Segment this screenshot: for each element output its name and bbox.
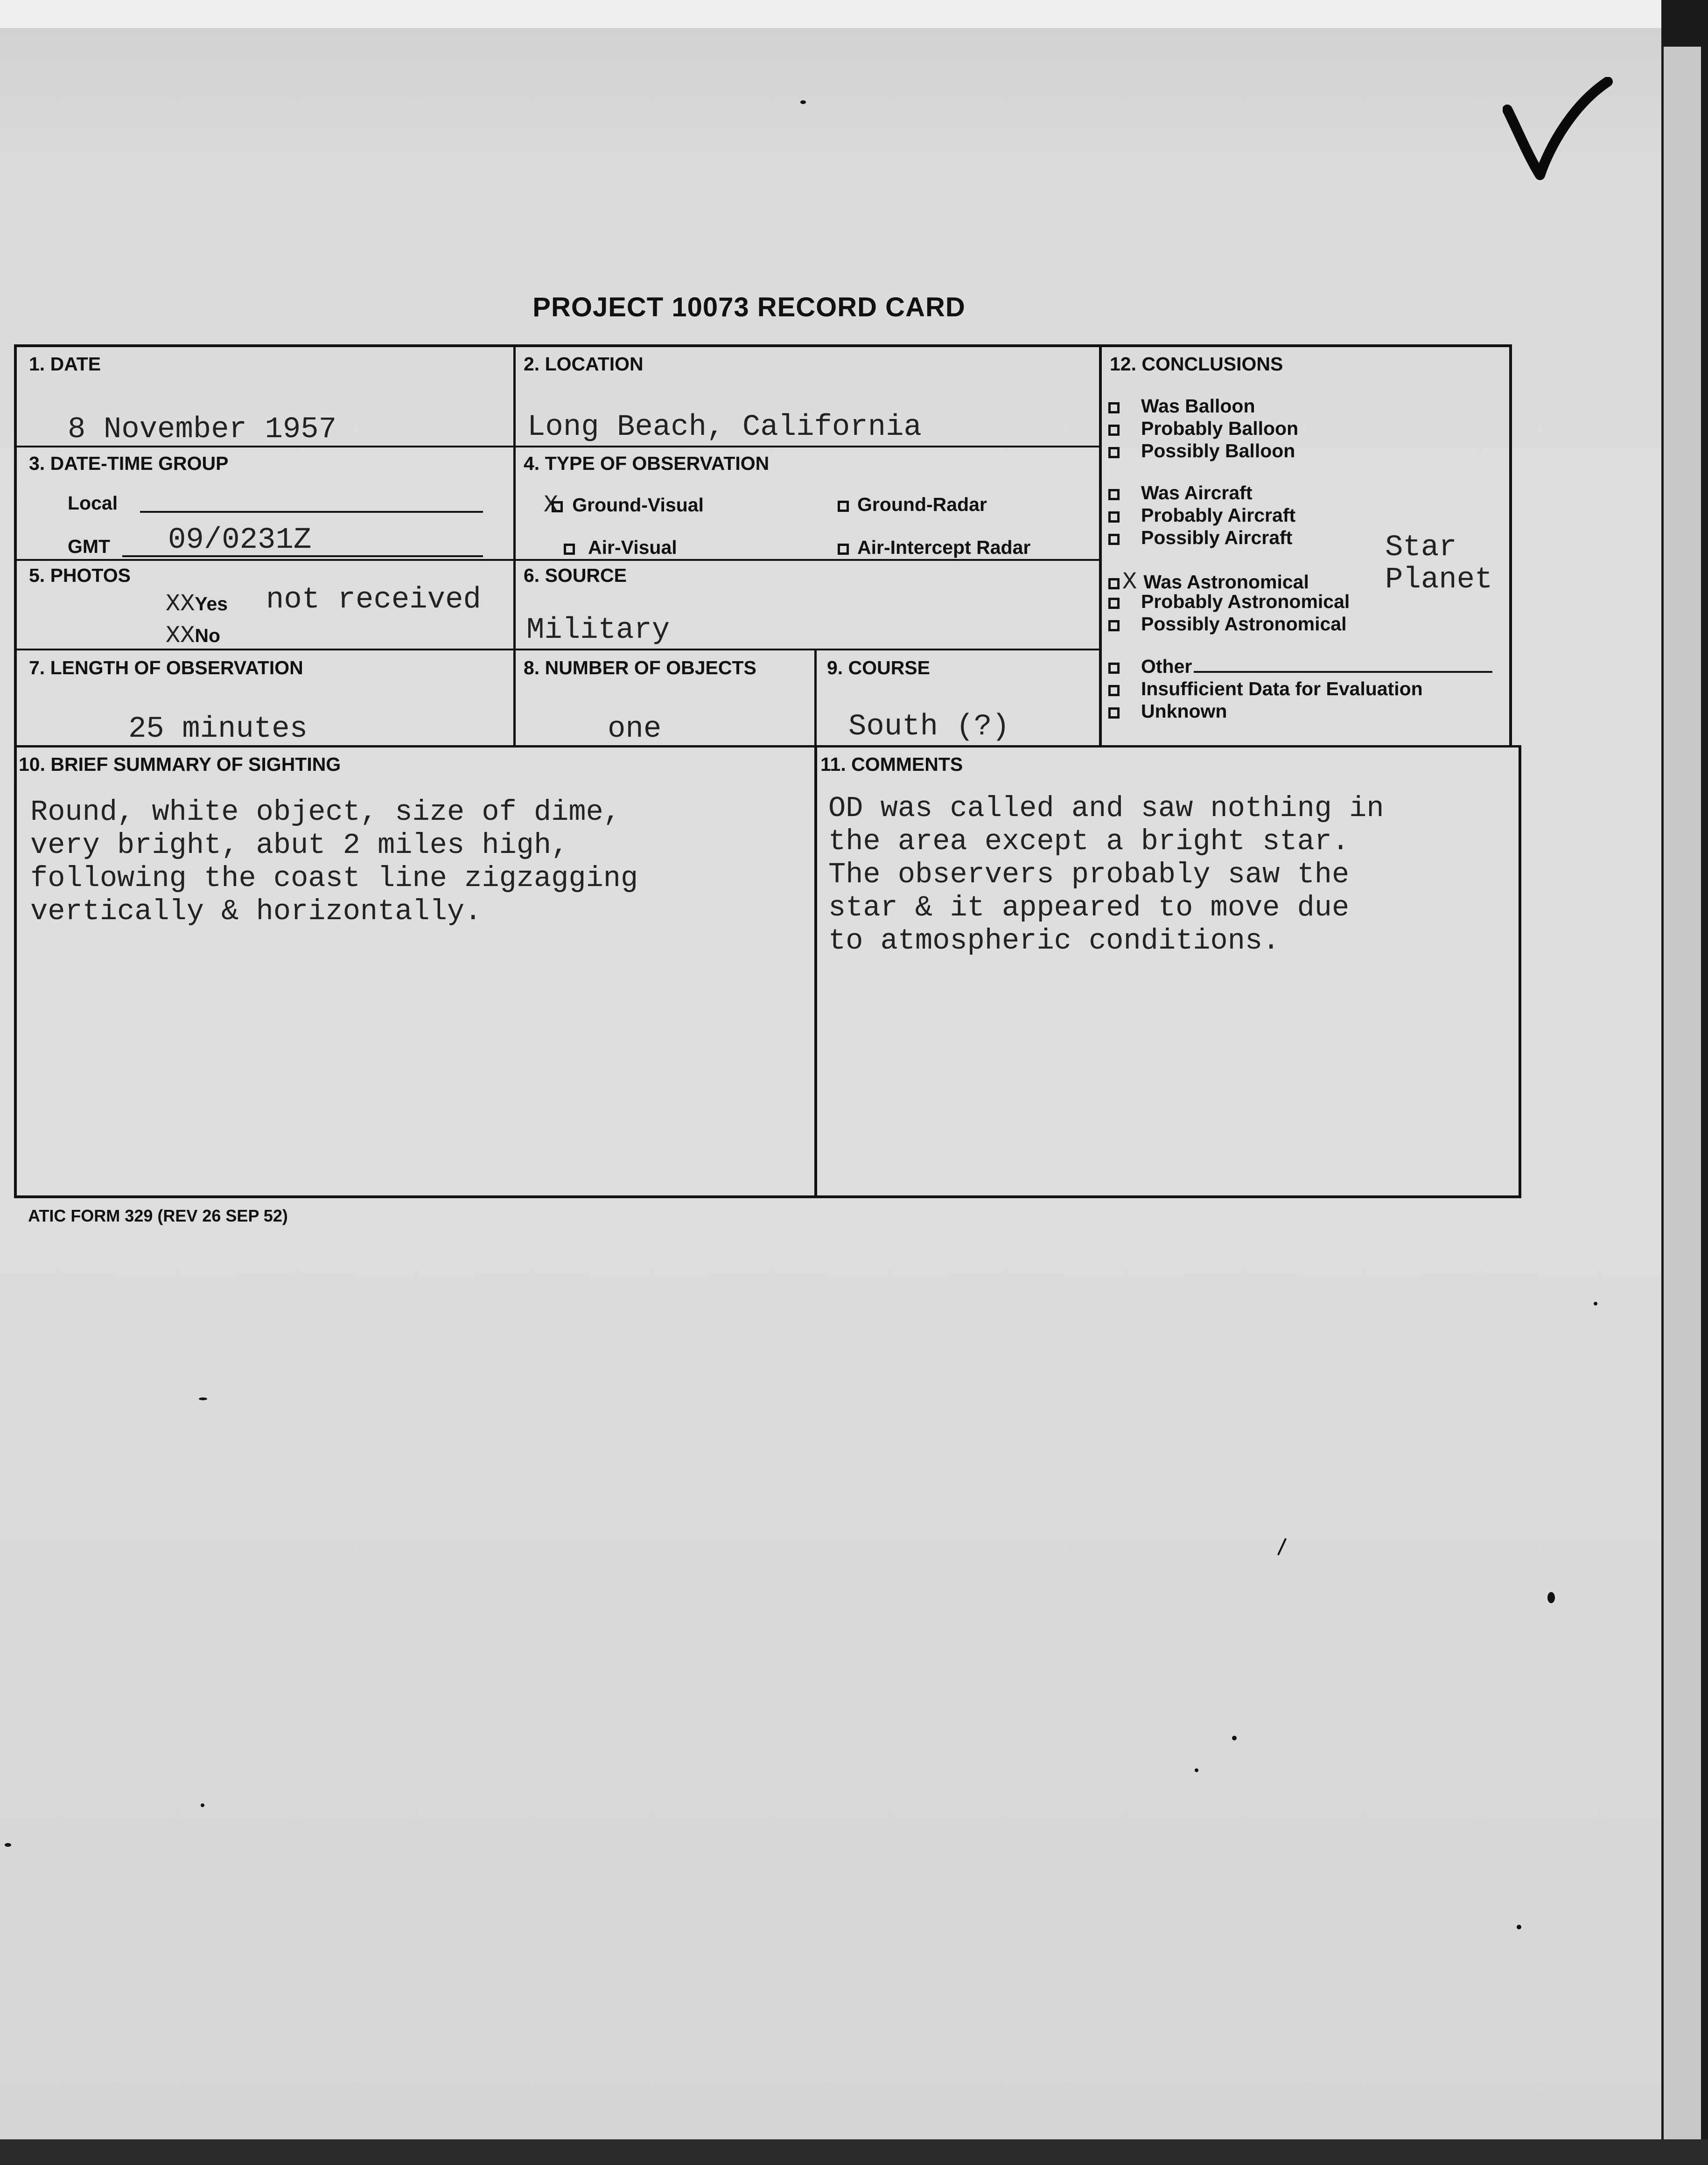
conclusion-other <box>1108 656 1492 678</box>
air-visual-text: Air-Visual <box>588 537 677 558</box>
conclusions-group-aircraft <box>1108 482 1295 549</box>
comments-line: OD was called and saw nothing in <box>828 792 1384 825</box>
conclusion-probably-balloon <box>1108 418 1298 440</box>
ground-radar-checkbox <box>838 501 849 512</box>
gmt-label: GMT <box>68 536 111 557</box>
conclusion-text: Insufficient Data for Evaluation <box>1141 678 1423 699</box>
checkbox <box>1108 425 1120 436</box>
conclusion-text: Probably Balloon <box>1141 418 1299 439</box>
scan-bottom-edge <box>0 2139 1708 2165</box>
conclusion-was-balloon <box>1108 395 1298 418</box>
course-label: 9. COURSE <box>827 657 930 678</box>
summary-line: vertically & horizontally. <box>30 895 482 928</box>
ground-visual-x-mark: X <box>544 491 559 519</box>
photos-no-text: No <box>195 625 221 646</box>
scan-right-margin <box>1664 47 1701 2165</box>
card-title: PROJECT 10073 RECORD CARD <box>532 292 966 322</box>
photos-yes-x-mark: XX <box>166 590 195 618</box>
checkbox <box>1108 447 1120 458</box>
number-of-objects-label: 8. NUMBER OF OBJECTS <box>524 657 756 678</box>
photos-note: not received <box>266 583 481 617</box>
conclusion-text: Unknown <box>1141 700 1227 722</box>
conclusion-text: Was Astronomical <box>1143 571 1309 593</box>
option-ground-visual <box>544 491 704 519</box>
conclusions-group-other <box>1108 656 1492 723</box>
astronomical-x-mark: X <box>1122 568 1137 596</box>
checkbox <box>1108 707 1120 719</box>
conclusion-text: Probably Astronomical <box>1141 591 1350 612</box>
option-air-visual <box>564 537 677 559</box>
photos-no <box>166 622 220 650</box>
conclusion-text: Was Balloon <box>1141 395 1255 417</box>
handwritten-checkmark-icon <box>1503 77 1615 184</box>
photos-no-x-mark: XX <box>166 622 195 650</box>
checkbox <box>1108 534 1120 545</box>
conclusions-label: 12. CONCLUSIONS <box>1110 353 1283 375</box>
photos-label: 5. PHOTOS <box>29 565 131 586</box>
summary-label: 10. BRIEF SUMMARY OF SIGHTING <box>19 754 341 775</box>
conclusion-possibly-aircraft <box>1108 527 1295 549</box>
checkbox <box>1108 402 1120 413</box>
comments-label: 11. COMMENTS <box>820 754 963 775</box>
comments-line: The observers probably saw the <box>828 858 1350 891</box>
date-value: 8 November 1957 <box>68 413 337 447</box>
comments-line: to atmospheric conditions. <box>828 924 1280 957</box>
checkbox <box>1108 620 1120 631</box>
conclusion-text: Possibly Balloon <box>1141 440 1295 461</box>
other-line <box>1194 671 1492 673</box>
conclusions-group-astronomical <box>1108 568 1350 636</box>
air-intercept-radar-text: Air-Intercept Radar <box>857 537 1031 558</box>
comments-line: the area except a bright star. <box>828 825 1350 858</box>
annotation-planet: Planet <box>1385 563 1493 597</box>
option-air-intercept-radar <box>838 537 1030 559</box>
source-value: Military <box>526 614 670 647</box>
number-of-objects-value: one <box>608 712 662 746</box>
conclusion-was-astronomical <box>1108 568 1350 596</box>
conclusion-probably-aircraft <box>1108 504 1295 527</box>
conclusion-possibly-astronomical <box>1108 613 1350 636</box>
summary-line: very bright, abut 2 miles high, <box>30 829 569 862</box>
conclusion-text: Possibly Aircraft <box>1141 527 1293 548</box>
date-label: 1. DATE <box>29 353 101 375</box>
comments-text <box>828 792 1384 957</box>
summary-text <box>30 796 638 928</box>
observation-type-label: 4. TYPE OF OBSERVATION <box>524 453 770 474</box>
ground-visual-checkbox <box>552 501 563 512</box>
summary-line: following the coast line zigzagging <box>30 862 638 895</box>
checkbox <box>1108 663 1120 674</box>
length-label: 7. LENGTH OF OBSERVATION <box>29 657 303 678</box>
conclusion-text: Other <box>1141 656 1192 677</box>
conclusions-group-balloon <box>1108 395 1298 462</box>
conclusion-text: Probably Aircraft <box>1141 504 1296 526</box>
photos-yes <box>166 590 228 618</box>
annotation-star: Star <box>1385 531 1457 565</box>
length-value: 25 minutes <box>128 712 308 746</box>
course-value: South (?) <box>848 710 1010 744</box>
location-label: 2. LOCATION <box>524 353 644 375</box>
conclusion-unknown <box>1108 700 1492 723</box>
gmt-value: 09/0231Z <box>168 524 312 557</box>
air-visual-checkbox <box>564 544 575 555</box>
source-label: 6. SOURCE <box>524 565 627 586</box>
conclusion-insufficient-data <box>1108 678 1492 700</box>
summary-line: Round, white object, size of dime, <box>30 796 621 829</box>
checkbox <box>1108 489 1120 500</box>
conclusion-text: Was Aircraft <box>1141 482 1253 503</box>
checkbox <box>1108 598 1120 609</box>
checkbox-checked <box>1108 578 1120 589</box>
scan-top-edge <box>0 0 1708 28</box>
conclusion-possibly-balloon <box>1108 440 1298 462</box>
local-time-label: Local <box>68 492 118 514</box>
checkbox <box>1108 685 1120 696</box>
date-time-group-label: 3. DATE-TIME GROUP <box>29 453 229 474</box>
local-time-line <box>140 511 483 513</box>
conclusion-text: Possibly Astronomical <box>1141 613 1347 635</box>
comments-line: star & it appeared to move due <box>828 891 1350 924</box>
location-value: Long Beach, California <box>527 411 922 444</box>
option-ground-radar <box>838 494 987 516</box>
checkbox <box>1108 511 1120 523</box>
ground-radar-text: Ground-Radar <box>857 494 987 515</box>
photos-yes-text: Yes <box>195 593 228 615</box>
form-number: ATIC FORM 329 (REV 26 SEP 52) <box>28 1206 288 1225</box>
conclusion-was-aircraft <box>1108 482 1295 504</box>
ground-visual-text: Ground-Visual <box>572 494 704 516</box>
conclusion-probably-astronomical <box>1108 591 1350 613</box>
air-intercept-radar-checkbox <box>838 544 849 555</box>
